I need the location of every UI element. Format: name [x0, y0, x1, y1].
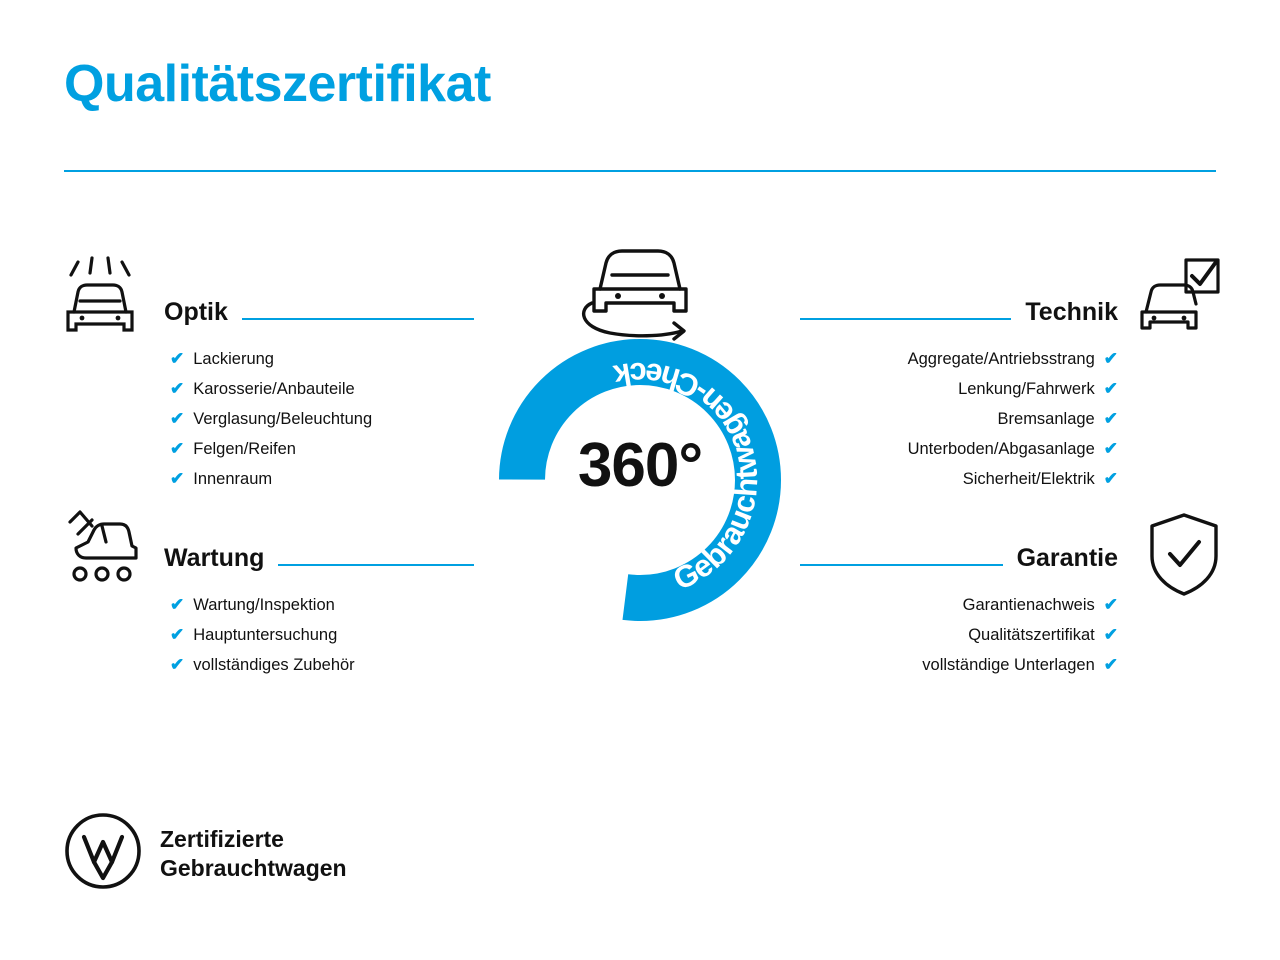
- check-icon: ✔: [170, 349, 185, 368]
- section-title: Garantie: [1016, 544, 1118, 572]
- list-item-label: Felgen/Reifen: [193, 440, 296, 458]
- list-item: [170, 464, 474, 494]
- section-divider: [242, 318, 474, 320]
- list-item-label: Sicherheit/Elektrik: [962, 470, 1095, 488]
- list-item: [170, 434, 474, 464]
- shield-check-icon: [1148, 512, 1220, 603]
- degree-label: 360°: [577, 431, 703, 500]
- section-header: [164, 546, 474, 573]
- section-divider: [278, 564, 474, 566]
- check-icon: ✔: [1103, 349, 1118, 368]
- list-item: [800, 620, 1118, 650]
- section-divider: [800, 564, 1003, 566]
- list-item: [170, 620, 474, 650]
- footer-brand: [64, 812, 347, 895]
- section-header: [164, 300, 474, 327]
- section-garantie: [800, 546, 1118, 696]
- list-item: [170, 344, 474, 374]
- check-icon: ✔: [1103, 379, 1118, 398]
- list-item: [170, 590, 474, 620]
- footer-line-1: Zertifizierte: [160, 825, 284, 852]
- list-item-label: Aggregate/Antriebsstrang: [907, 350, 1095, 368]
- check-icon: ✔: [170, 595, 185, 614]
- car-checklist-icon: [1138, 256, 1224, 351]
- list-item-label: vollständiges Zubehör: [193, 656, 355, 674]
- section-optik: [164, 300, 474, 510]
- list-item: [800, 344, 1118, 374]
- center-badge: [470, 245, 810, 645]
- ring-label: Gebrauchtwagen-Check: [611, 355, 765, 597]
- section-item-list: [170, 590, 474, 680]
- list-item: [800, 650, 1118, 680]
- list-item-label: Lenkung/Fahrwerk: [958, 380, 1095, 398]
- section-item-list: [800, 590, 1118, 680]
- check-icon: ✔: [170, 625, 185, 644]
- list-item-label: Unterboden/Abgasanlage: [907, 440, 1095, 458]
- list-item-label: Garantienachweis: [962, 596, 1095, 614]
- section-header: [800, 546, 1118, 573]
- car-wash-icon: [58, 256, 144, 351]
- check-icon: ✔: [1103, 409, 1118, 428]
- section-header: [800, 300, 1118, 327]
- list-item-label: Verglasung/Beleuchtung: [193, 410, 373, 428]
- check-icon: ✔: [170, 469, 185, 488]
- list-item: [800, 374, 1118, 404]
- list-item: [800, 434, 1118, 464]
- footer-line-2: Gebrauchtwagen: [160, 854, 347, 881]
- section-wartung: [164, 546, 474, 696]
- check-icon: ✔: [1103, 595, 1118, 614]
- list-item-label: Innenraum: [193, 470, 273, 488]
- list-item-label: Wartung/Inspektion: [193, 596, 335, 614]
- header-divider: [64, 170, 1216, 172]
- section-title: Technik: [1025, 298, 1118, 326]
- section-divider: [800, 318, 1011, 320]
- list-item: [170, 650, 474, 680]
- list-item-label: Qualitätszertifikat: [968, 626, 1095, 644]
- list-item: [800, 464, 1118, 494]
- list-item: [170, 374, 474, 404]
- check-icon: ✔: [170, 409, 185, 428]
- vw-logo: [64, 812, 142, 895]
- check-icon: ✔: [1103, 655, 1118, 674]
- section-title: Wartung: [164, 544, 265, 572]
- section-title: Optik: [164, 298, 228, 326]
- footer-brand-text: [160, 825, 347, 883]
- list-item-label: Lackierung: [193, 350, 274, 368]
- check-icon: ✔: [1103, 625, 1118, 644]
- section-technik: [800, 300, 1118, 510]
- check-icon: ✔: [170, 379, 185, 398]
- check-icon: ✔: [170, 655, 185, 674]
- list-item: [800, 590, 1118, 620]
- check-icon: ✔: [170, 439, 185, 458]
- section-item-list: [800, 344, 1118, 494]
- list-item-label: Karosserie/Anbauteile: [193, 380, 355, 398]
- list-item-label: Hauptuntersuchung: [193, 626, 338, 644]
- section-item-list: [170, 344, 474, 494]
- check-icon: ✔: [1103, 439, 1118, 458]
- page-title: Qualitätszertifikat: [64, 55, 491, 113]
- list-item: [170, 404, 474, 434]
- check-icon: ✔: [1103, 469, 1118, 488]
- list-item-label: vollständige Unterlagen: [922, 656, 1095, 674]
- list-item-label: Bremsanlage: [997, 410, 1095, 428]
- car-lift-icon: [58, 508, 144, 603]
- list-item: [800, 404, 1118, 434]
